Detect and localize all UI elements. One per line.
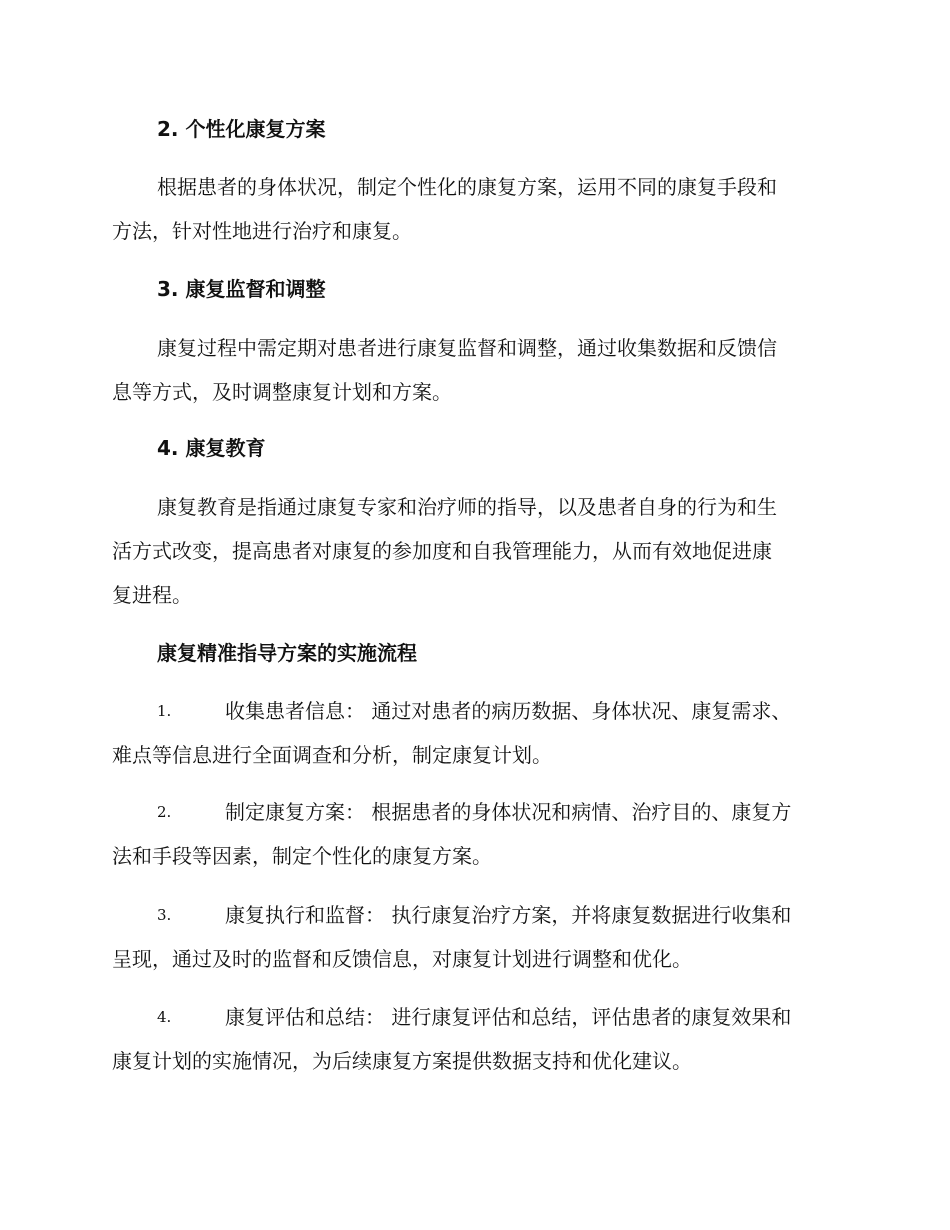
paragraph-line: 康复过程中需定期对患者进行康复监督和调整，通过收集数据和反馈信 xyxy=(157,336,777,360)
list-item-number: 3. xyxy=(157,906,172,924)
list-item-number: 2. xyxy=(157,803,172,821)
list-item-text: 制定康复方案： 根据患者的身体状况和病情、治疗目的、康复方 xyxy=(225,800,792,824)
list-item-text: 康复执行和监督： 执行康复治疗方案，并将康复数据进行收集和 xyxy=(225,903,792,927)
section-heading: 2. 个性化康复方案 xyxy=(157,117,326,141)
list-item-text: 收集患者信息： 通过对患者的病历数据、身体状况、康复需求、 xyxy=(225,699,792,723)
section-heading: 4. 康复教育 xyxy=(157,436,266,460)
list-item-text: 呈现，通过及时的监督和反馈信息，对康复计划进行调整和优化。 xyxy=(112,947,692,971)
paragraph-line: 方法，针对性地进行治疗和康复。 xyxy=(112,219,412,243)
list-item-text: 康复计划的实施情况，为后续康复方案提供数据支持和优化建议。 xyxy=(112,1049,692,1073)
list-item-text: 康复评估和总结： 进行康复评估和总结，评估患者的康复效果和 xyxy=(225,1005,792,1029)
paragraph-line: 康复教育是指通过康复专家和治疗师的指导，以及患者自身的行为和生 xyxy=(157,495,777,519)
list-item-text: 法和手段等因素，制定个性化的康复方案。 xyxy=(112,844,492,868)
list-item-number: 1. xyxy=(157,702,172,720)
section-heading: 3. 康复监督和调整 xyxy=(157,277,326,301)
section-heading: 康复精准指导方案的实施流程 xyxy=(157,641,417,665)
list-item-number: 4. xyxy=(157,1008,172,1026)
list-item-text: 难点等信息进行全面调查和分析，制定康复计划。 xyxy=(112,743,552,767)
paragraph-line: 根据患者的身体状况，制定个性化的康复方案，运用不同的康复手段和 xyxy=(157,175,777,199)
paragraph-line: 复进程。 xyxy=(112,583,192,607)
paragraph-line: 活方式改变，提高患者对康复的参加度和自我管理能力，从而有效地促进康 xyxy=(112,539,772,563)
paragraph-line: 息等方式，及时调整康复计划和方案。 xyxy=(112,380,452,404)
